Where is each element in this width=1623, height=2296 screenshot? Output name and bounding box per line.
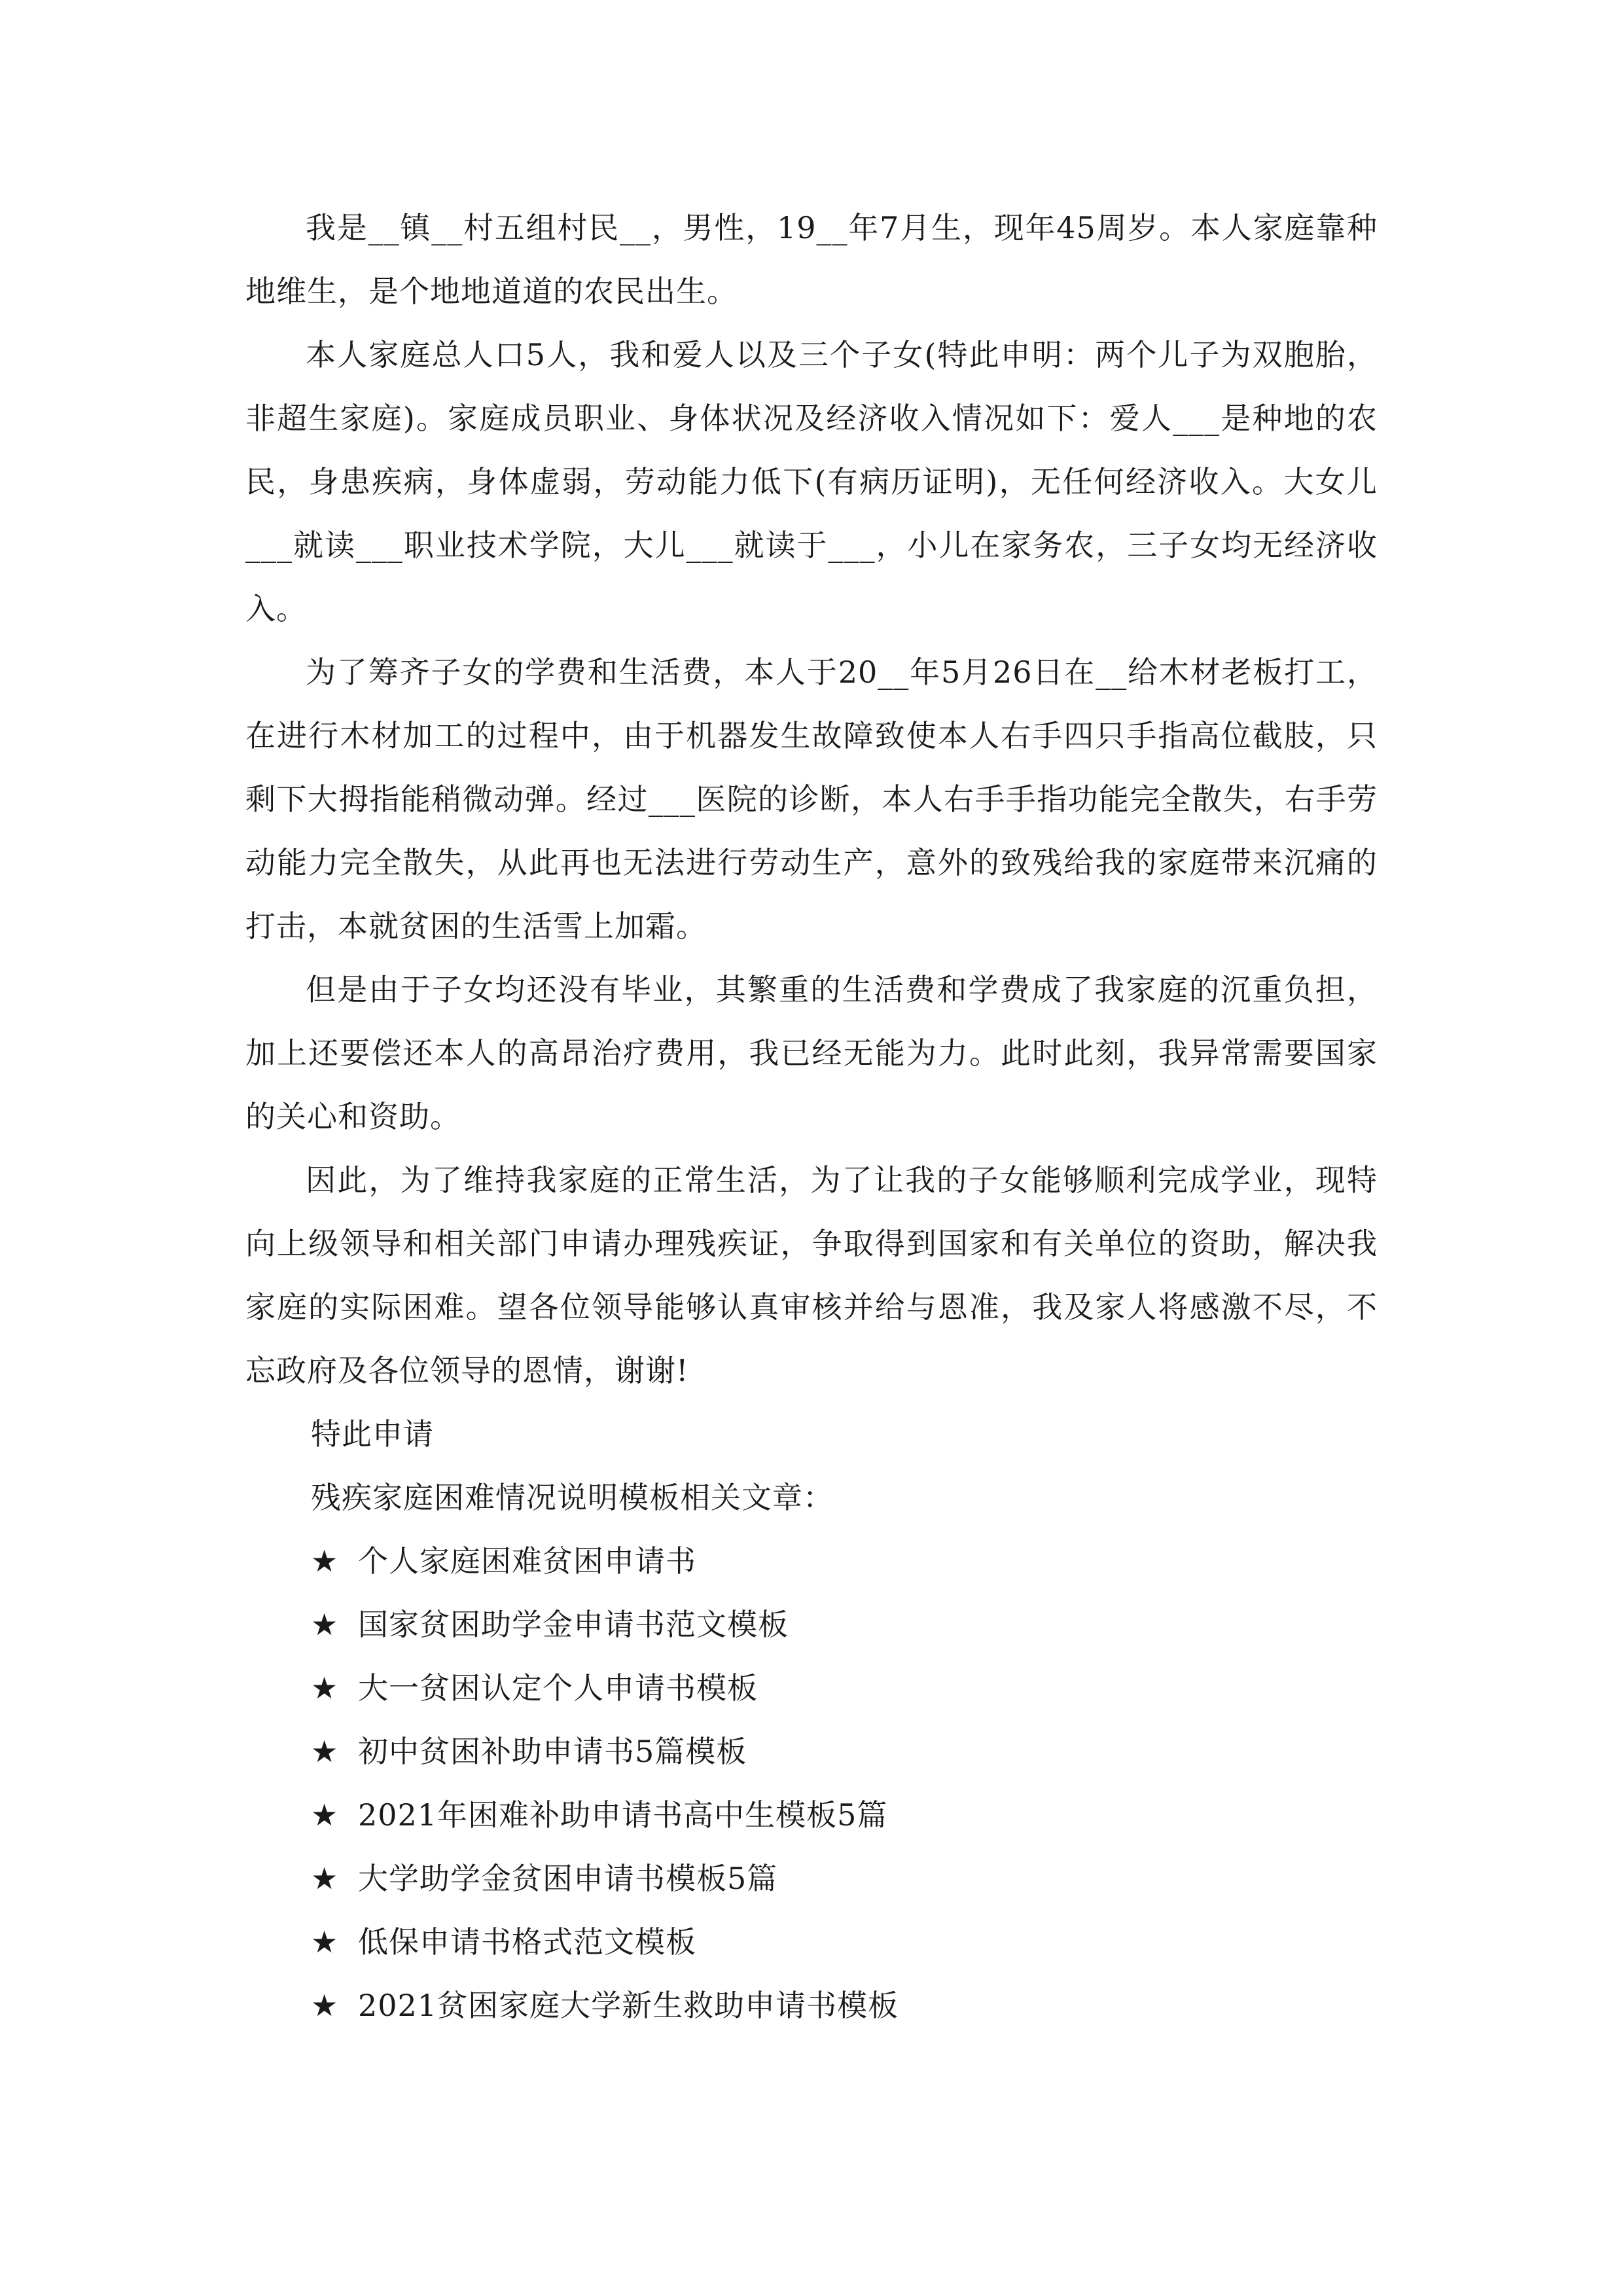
related-article-title: 低保申请书格式范文模板 <box>358 1924 696 1960</box>
related-article-title: 大一贫困认定个人申请书模板 <box>358 1670 758 1706</box>
related-article-title: 大学助学金贫困申请书模板5篇 <box>358 1861 778 1896</box>
related-article-link[interactable] <box>311 1530 1378 1593</box>
star-icon: ★ <box>311 1543 339 1579</box>
star-icon: ★ <box>311 1988 339 2023</box>
related-article-link[interactable] <box>311 1910 1378 1974</box>
document-page <box>245 196 1378 2037</box>
star-icon: ★ <box>311 1797 339 1833</box>
related-article-link[interactable] <box>311 1657 1378 1720</box>
closing-text: 特此申请 <box>311 1416 434 1452</box>
star-icon: ★ <box>311 1670 339 1706</box>
star-icon: ★ <box>311 1734 339 1769</box>
related-article-link[interactable] <box>311 1974 1378 2037</box>
related-article-title: 国家贫困助学金申请书范文模板 <box>358 1607 789 1642</box>
related-articles-list <box>245 1530 1378 2037</box>
related-article-title: 2021年困难补助申请书高中生模板5篇 <box>358 1797 888 1833</box>
related-article-link[interactable] <box>311 1720 1378 1784</box>
star-icon: ★ <box>311 1607 339 1642</box>
related-articles-heading: 残疾家庭困难情况说明模板相关文章： <box>311 1480 834 1515</box>
paragraph-family-members: 本人家庭总人口5人，我和爱人以及三个子女(特此申明：两个儿子为双胞胎，非超生家庭)。家庭成员职业、身体状况及经济收入情况如下：爱人___是种地的农民，身患疾病，身体虚弱，劳动能力低下(有病历证明)，无任何经济收入。大女儿___就读___职业技术学院，大儿___就读于___，小儿在家务农，三子女均无经济收入。 <box>245 337 1378 626</box>
related-article-title: 初中贫困补助申请书5篇模板 <box>358 1734 747 1769</box>
related-article-link[interactable] <box>311 1784 1378 1847</box>
paragraph-personal-info: 我是__镇__村五组村民__，男性，19__年7月生，现年45周岁。本人家庭靠种地维生，是个地地道道的农民出生。 <box>245 210 1378 309</box>
related-article-title: 个人家庭困难贫困申请书 <box>358 1543 696 1579</box>
paragraph-injury: 为了筹齐子女的学费和生活费，本人于20__年5月26日在__给木材老板打工，在进行木材加工的过程中，由于机器发生故障致使本人右手四只手指高位截肢，只剩下大拇指能稍微动弹。经过___医院的诊断，本人右手手指功能完全散失，右手劳动能力完全散失，从此再也无法进行劳动生产，意外的致残给我的家庭带来沉痛的打击，本就贫困的生活雪上加霜。 <box>245 655 1378 944</box>
related-article-link[interactable] <box>311 1847 1378 1910</box>
star-icon: ★ <box>311 1861 339 1896</box>
related-article-title: 2021贫困家庭大学新生救助申请书模板 <box>358 1988 899 2023</box>
star-icon: ★ <box>311 1924 339 1960</box>
related-article-link[interactable] <box>311 1593 1378 1657</box>
paragraph-request: 因此，为了维持我家庭的正常生活，为了让我的子女能够顺利完成学业，现特向上级领导和相关部门申请办理残疾证，争取得到国家和有关单位的资助，解决我家庭的实际困难。望各位领导能够认真审核并给与恩准，我及家人将感激不尽，不忘政府及各位领导的恩情，谢谢! <box>245 1162 1378 1388</box>
paragraph-burden: 但是由于子女均还没有毕业，其繁重的生活费和学费成了我家庭的沉重负担，加上还要偿还本人的高昂治疗费用，我已经无能为力。此时此刻，我异常需要国家的关心和资助。 <box>245 972 1378 1134</box>
